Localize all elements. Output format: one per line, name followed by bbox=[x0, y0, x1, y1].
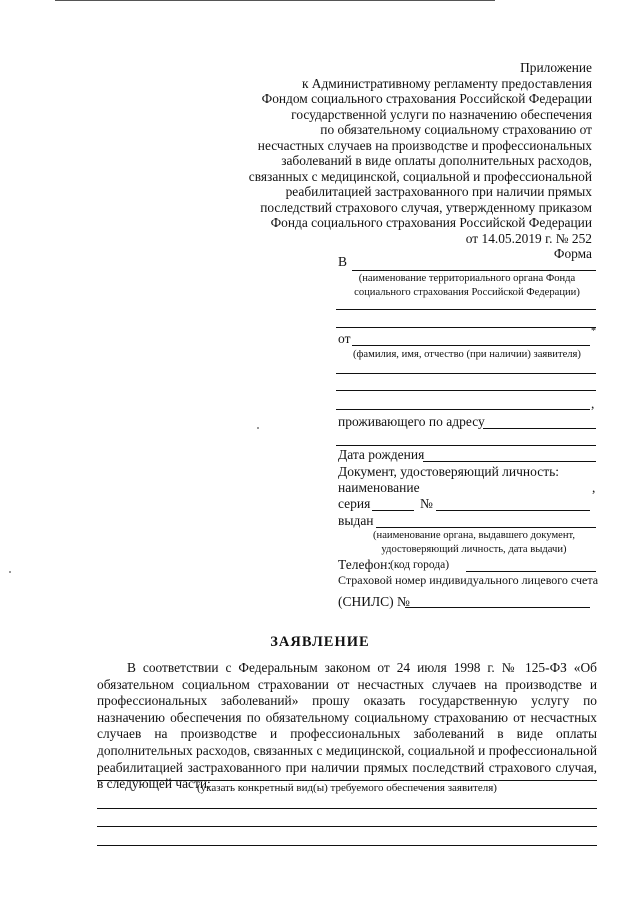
requested-support-line-3[interactable] bbox=[97, 826, 597, 827]
statement-body: В соответствии с Федеральным законом от 24 июля 1998 г. № 125-ФЗ «Об обязательном социальном страховании от несчастных случаев на производстве и профессиональных заболеваний» прошу оказать государственную услугу по назначению обеспечения по обязательному социальному страхованию от несчастных случаев на производстве и профессиональных заболеваний в виде оплаты дополнительных расходов, связанных с медицинской, социальной и профессиональной реабилитацией застрахованного при наличии прямых последствий страхового случая, в следующей части: bbox=[97, 660, 597, 792]
birth-date-label: Дата рождения bbox=[338, 447, 425, 462]
recipient-hint: (наименование территориального органа Фонда социального страхования Российской Федерации) bbox=[354, 273, 580, 298]
appendix-line: несчастных случаев на производстве и профессиональных bbox=[257, 137, 592, 153]
requested-support-line-4[interactable] bbox=[97, 845, 597, 846]
issued-field[interactable] bbox=[376, 527, 596, 528]
appendix-line: связанных с медицинской, социальной и профессиональной bbox=[248, 168, 592, 184]
statement-title: ЗАЯВЛЕНИЕ bbox=[270, 634, 370, 650]
recipient-field-line-3[interactable] bbox=[336, 327, 596, 328]
applicant-name-line-2[interactable] bbox=[336, 373, 596, 374]
applicant-name-line-3[interactable] bbox=[336, 390, 596, 391]
address-label: проживающего по адресу bbox=[338, 414, 485, 429]
series-label: серия bbox=[338, 496, 371, 511]
appendix-header bbox=[232, 60, 592, 262]
requested-support-line-2[interactable] bbox=[97, 808, 597, 809]
asterisk-mark: * bbox=[591, 326, 596, 337]
address-field-line-2[interactable] bbox=[336, 445, 596, 446]
number-label: № bbox=[420, 496, 433, 511]
appendix-line: государственной услуги по назначению обеспечения bbox=[291, 106, 592, 122]
snils-label: (СНИЛС) № bbox=[338, 594, 410, 609]
document-name-label: наименование bbox=[338, 480, 420, 495]
applicant-name-line-4[interactable] bbox=[336, 409, 590, 410]
appendix-line: Фондом социального страхования Российской Федерации bbox=[261, 91, 592, 106]
requested-support-field[interactable] bbox=[97, 780, 597, 781]
phone-field[interactable] bbox=[466, 571, 596, 572]
applicant-name-field[interactable] bbox=[352, 345, 590, 346]
address-field[interactable] bbox=[483, 428, 596, 429]
appendix-line: к Административному регламенту предоставления bbox=[301, 75, 592, 91]
number-field[interactable] bbox=[436, 510, 590, 511]
appendix-line: от 14.05.2019 г. № 252 bbox=[465, 230, 592, 246]
scan-speck bbox=[257, 427, 259, 429]
comma-mark: , bbox=[592, 480, 596, 495]
recipient-field[interactable] bbox=[352, 270, 596, 271]
scan-speck bbox=[9, 571, 11, 573]
appendix-line: Фонда социального страхования Российской Федерации bbox=[270, 215, 592, 230]
id-document-label: Документ, удостоверяющий личность: bbox=[338, 464, 560, 479]
issued-hint: (наименование органа, выдавшего документ, удостоверяющий личность, дата выдачи) bbox=[373, 530, 575, 555]
scan-top-edge bbox=[55, 0, 495, 1]
appendix-line: последствий страхового случая, утвержденному приказом bbox=[260, 199, 592, 215]
to-label: В bbox=[338, 254, 348, 269]
appendix-line: Приложение bbox=[520, 60, 592, 75]
birth-date-field[interactable] bbox=[423, 461, 596, 462]
snils-field[interactable] bbox=[405, 607, 590, 608]
appendix-line: по обязательному социальному страхованию от bbox=[320, 122, 592, 137]
appendix-line: заболеваний в виде оплаты дополнительных расходов, bbox=[281, 153, 592, 168]
appendix-line: Форма bbox=[553, 246, 592, 261]
phone-label: Телефон: bbox=[338, 557, 392, 572]
series-field[interactable] bbox=[372, 510, 414, 511]
insurance-number-label: Страховой номер индивидуального лицевого счета bbox=[338, 573, 599, 587]
comma-mark: , bbox=[591, 396, 595, 411]
recipient-field-line-2[interactable] bbox=[336, 309, 596, 310]
from-label: от bbox=[338, 331, 351, 346]
phone-code-hint: (код города) bbox=[390, 559, 450, 571]
applicant-name-hint: (фамилия, имя, отчество (при наличии) заявителя) bbox=[353, 349, 581, 360]
requested-support-hint: (указать конкретный вид(ы) требуемого обеспечения заявителя) bbox=[197, 782, 497, 794]
appendix-line: реабилитацией застрахованного при наличии прямых bbox=[285, 184, 592, 199]
issued-label: выдан bbox=[338, 513, 374, 528]
